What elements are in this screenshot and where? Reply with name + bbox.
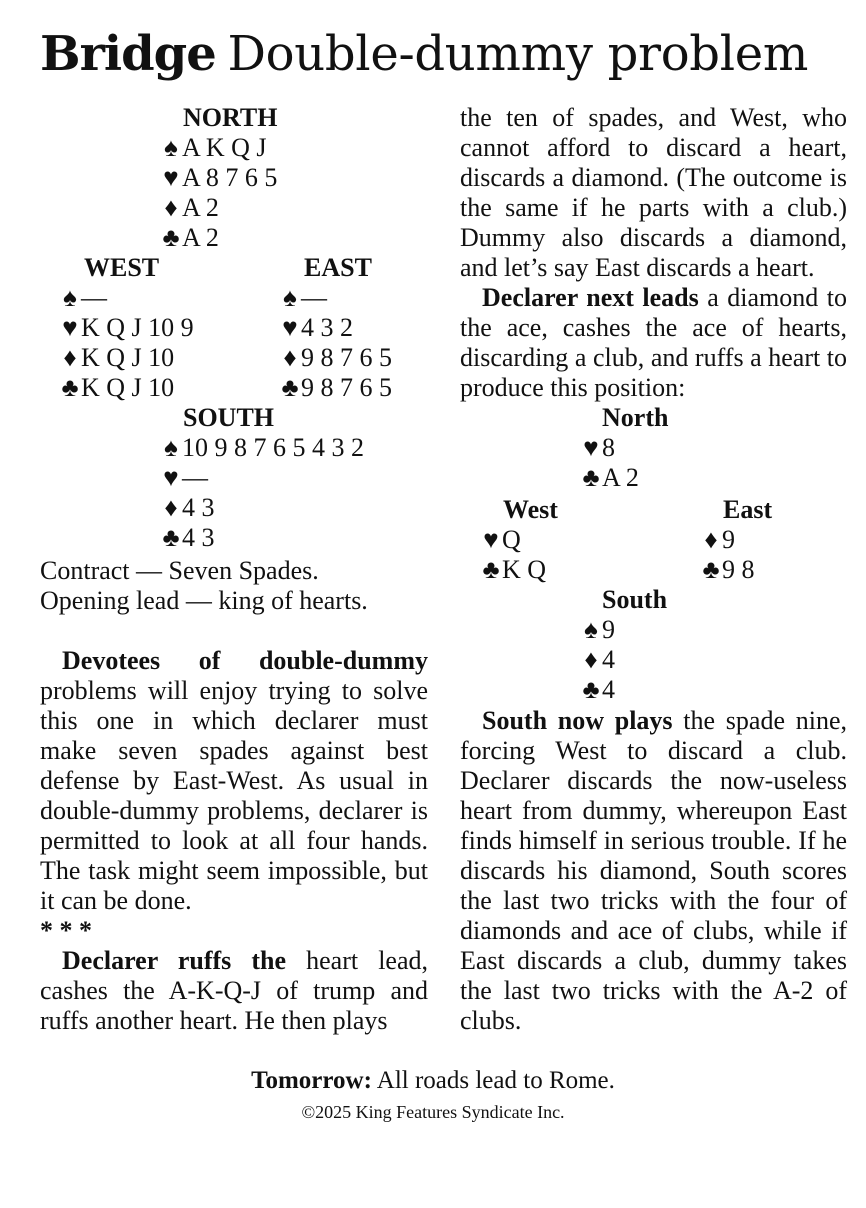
lead-in: South now plays	[482, 706, 673, 735]
diamond-icon: ♦	[283, 343, 297, 372]
club-icon: ♣	[702, 555, 720, 584]
north-spades	[160, 133, 267, 163]
paragraph	[40, 646, 428, 916]
heart-icon: ♥	[163, 163, 179, 192]
east-clubs	[279, 373, 392, 403]
column-subtitle: Double-dummy problem	[227, 26, 809, 82]
contract: Contract — Seven Spades.	[40, 556, 319, 585]
pos-south-diamonds-cards: 4	[602, 645, 615, 674]
pos-east-diamonds-cards: 9	[722, 525, 735, 554]
pos-west-clubs-cards: K Q	[502, 555, 547, 584]
club-icon: ♣	[162, 523, 180, 552]
club-icon: ♣	[281, 373, 299, 402]
east-label: EAST	[304, 253, 372, 282]
north-label: NORTH	[183, 103, 278, 132]
lead-in: Devotees of double-dummy	[62, 646, 428, 675]
pos-north-label: North	[602, 403, 669, 432]
pos-west-hearts	[480, 525, 521, 555]
east-hearts	[279, 313, 353, 343]
pos-east-clubs-cards: 9 8	[722, 555, 755, 584]
pos-north-clubs-cards: A 2	[602, 463, 639, 492]
pos-north-hearts-cards: 8	[602, 433, 615, 462]
east-clubs-cards: 9 8 7 6 5	[301, 373, 392, 402]
pos-south-spades-cards: 9	[602, 615, 615, 644]
south-clubs	[160, 523, 215, 553]
paragraph	[40, 946, 428, 1036]
diamond-icon: ♦	[164, 193, 178, 222]
diamond-icon: ♦	[164, 493, 178, 522]
east-hearts-cards: 4 3 2	[301, 313, 353, 342]
lead-in: Declarer ruffs the	[62, 946, 287, 975]
pos-west-hearts-cards: Q	[502, 525, 521, 554]
south-hearts	[160, 463, 208, 493]
tomorrow-teaser	[0, 1066, 866, 1096]
north-spades-cards: A K Q J	[182, 133, 267, 162]
east-diamonds-cards: 9 8 7 6 5	[301, 343, 392, 372]
north-clubs	[160, 223, 219, 253]
pos-south-label: South	[602, 585, 668, 614]
tomorrow-text: All roads lead to Rome.	[371, 1067, 615, 1094]
north-diamonds	[160, 193, 219, 223]
paragraph-text: problems will enjoy trying to solve this one in which declarer must make seven spades against best defense by East-West. As usual in double-dummy problems, declarer is permitted to look at all four hands. The task might seem impossible, but it can be done.	[40, 676, 428, 915]
west-clubs	[59, 373, 174, 403]
west-spades-cards: —	[81, 283, 107, 312]
north-hearts	[160, 163, 277, 193]
pos-east-diamonds	[700, 525, 735, 555]
club-icon: ♣	[582, 675, 600, 704]
heart-icon: ♥	[483, 525, 499, 554]
pos-north-hearts	[580, 433, 615, 463]
pos-south-clubs	[580, 675, 615, 705]
south-diamonds	[160, 493, 215, 523]
south-hearts-cards: —	[182, 463, 208, 492]
spade-icon: ♠	[164, 433, 178, 462]
heart-icon: ♥	[163, 463, 179, 492]
spade-icon: ♠	[584, 615, 598, 644]
pos-west-clubs	[480, 555, 546, 585]
diamond-icon: ♦	[584, 645, 598, 674]
diamond-icon: ♦	[63, 343, 77, 372]
heart-icon: ♥	[583, 433, 599, 462]
paragraph-text: the spade nine, forcing West to discard a club. Declarer discards the now-useless heart from dummy, whereupon East finds himself in serious trouble. If he discards his diamond, South scores the last two tricks with the four of diamonds and ace of clubs, while if East discards a club, dummy takes the last two tricks with the A-2 of clubs.	[460, 706, 848, 1035]
spade-icon: ♠	[164, 133, 178, 162]
separator: * * *	[40, 916, 92, 945]
paragraph-text: a diamond to the ace, cashes the ace of hearts, discarding a club, and ruffs a heart to produce this position:	[460, 283, 847, 402]
tomorrow-label: Tomorrow:	[251, 1067, 372, 1094]
paragraph	[460, 283, 847, 403]
pos-east-clubs	[700, 555, 755, 585]
club-icon: ♣	[61, 373, 79, 402]
west-diamonds	[59, 343, 174, 373]
west-hearts-cards: K Q J 10 9	[81, 313, 194, 342]
paragraph	[460, 706, 847, 1036]
heart-icon: ♥	[282, 313, 298, 342]
south-diamonds-cards: 4 3	[182, 493, 215, 522]
south-spades	[160, 433, 364, 463]
south-spades-cards: 10 9 8 7 6 5 4 3 2	[182, 433, 364, 462]
west-hearts	[59, 313, 194, 343]
opening-lead: Opening lead — king of hearts.	[40, 586, 368, 615]
east-diamonds	[279, 343, 392, 373]
west-spades	[59, 283, 107, 313]
west-diamonds-cards: K Q J 10	[81, 343, 175, 372]
west-label: WEST	[84, 253, 160, 282]
pos-south-spades	[580, 615, 615, 645]
left-column	[40, 646, 428, 1036]
page-title	[40, 26, 808, 83]
diamond-icon: ♦	[704, 525, 718, 554]
club-icon: ♣	[582, 463, 600, 492]
paragraph: the ten of spades, and West, who cannot afford to discard a heart, discards a diamond. (The outcome is the same if he parts with a club.) Dummy also discards a diamond, and let’s say East discards a heart.	[460, 103, 847, 282]
pos-south-clubs-cards: 4	[602, 675, 615, 704]
club-icon: ♣	[162, 223, 180, 252]
pos-south-diamonds	[580, 645, 615, 675]
pos-east-label: East	[723, 495, 773, 524]
east-spades	[279, 283, 327, 313]
north-diamonds-cards: A 2	[182, 193, 219, 222]
pos-west-label: West	[503, 495, 558, 524]
heart-icon: ♥	[62, 313, 78, 342]
pos-north-clubs	[580, 463, 639, 493]
copyright: ©2025 King Features Syndicate Inc.	[301, 1102, 565, 1122]
spade-icon: ♠	[63, 283, 77, 312]
west-clubs-cards: K Q J 10	[81, 373, 175, 402]
north-clubs-cards: A 2	[182, 223, 219, 252]
north-hearts-cards: A 8 7 6 5	[182, 163, 278, 192]
lead-in: Declarer next leads	[482, 283, 699, 312]
paragraph-text: heart lead, cashes the A-K-Q-J of trump and ruffs another heart. He then plays	[40, 946, 428, 1035]
south-clubs-cards: 4 3	[182, 523, 215, 552]
right-column-continued	[460, 706, 847, 1036]
column-brand: Bridge	[40, 26, 216, 82]
south-label: SOUTH	[183, 403, 275, 432]
right-column	[460, 103, 847, 403]
east-spades-cards: —	[301, 283, 327, 312]
club-icon: ♣	[482, 555, 500, 584]
spade-icon: ♠	[283, 283, 297, 312]
